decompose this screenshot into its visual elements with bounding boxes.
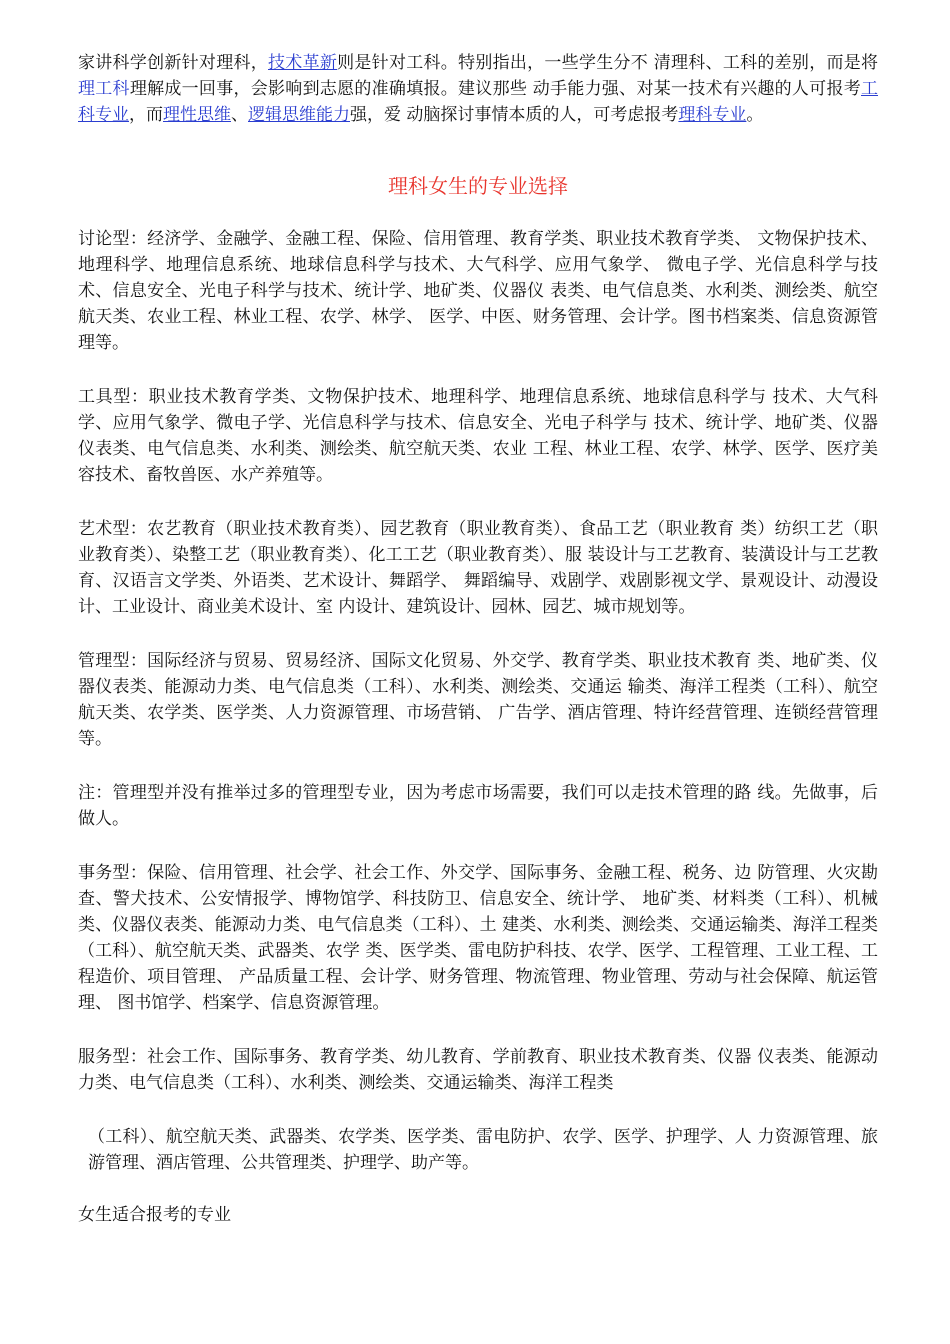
section-title: 理科女生的专业选择 [388, 174, 568, 198]
paragraph-management-type: 管理型：国际经济与贸易、贸易经济、国际文化贸易、外交学、教育学类、职业技术教育 类、地矿类、仪器仪表类、能源动力类、电气信息类（工科）、水利类、测绘类、交通运 输类、海洋工程类（工科）、航空航天类、农学类、医学类、人力资源管理、市场营销、 广告学、酒店管理、特许经营管理、连锁经营管理等。 [78, 651, 878, 749]
link-science-major[interactable]: 理科专业 [678, 105, 747, 125]
intro-text-3: 理解成一回事，会影响到志愿的准确填报。建议那些 动手能力强、对某一技术有兴趣的人可报考 [129, 79, 862, 99]
intro-text-5: 、 [231, 105, 248, 125]
link-tech-innovation[interactable]: 技术革新 [268, 53, 338, 73]
heading-female-majors: 女生适合报考的专业 [78, 1205, 231, 1225]
intro-text-2: 则是针对工科。特别指出，一些学生分不 清理科、工科的差别，而是将 [337, 53, 879, 73]
intro-text-6: 强，爱 动脑探讨事情本质的人，可考虑报考 [350, 105, 679, 125]
intro-paragraph [78, 50, 878, 128]
paragraph-note: 注：管理型并没有推举过多的管理型专业，因为考虑市场需要，我们可以走技术管理的路 线。先做事，后做人。 [78, 783, 878, 829]
link-engineering-major[interactable]: 工科专业 [78, 79, 879, 125]
intro-text-7: 。 [746, 105, 764, 125]
paragraph-affairs-type: 事务型：保险、信用管理、社会学、社会工作、外交学、国际事务、金融工程、税务、边 防管理、火灾勘查、警犬技术、公安情报学、博物馆学、科技防卫、信息安全、统计学、 地矿类、材料类（工科）、机械类、仪器仪表类、能源动力类、电气信息类（工科）、土 建类、水利类、测绘类、交通运输类、海洋工程类（工科）、航空航天类、武器类、农学 类、医学类、雷电防护科技、农学、医学、工程管理、工业工程、工程造价、项目管理、 产品质量工程、会计学、财务管理、物流管理、物业管理、劳动与社会保障、航运管理、 图书馆学、档案学、信息资源管理。 [78, 863, 878, 1013]
intro-text-1: 家讲科学创新针对理科， [78, 53, 269, 73]
paragraph-service-type: 服务型：社会工作、国际事务、教育学类、幼儿教育、学前教育、职业技术教育类、仪器 仪表类、能源动力类、电气信息类（工科）、水利类、测绘类、交通运输类、海洋工程类 [78, 1047, 878, 1093]
intro-text-4: ，而 [129, 105, 163, 125]
paragraph-discussion-type: 讨论型：经济学、金融学、金融工程、保险、信用管理、教育学类、职业技术教育学类、 文物保护技术、地理科学、地理信息系统、地球信息科学与技术、大气科学、应用气象学、 微电子学、光信息科学与技术、信息安全、光电子科学与技术、统计学、地矿类、仪器仪 表类、电气信息类、水利类、测绘类、航空航天类、农业工程、林业工程、农学、林学、 医学、中医、财务管理、会计学。图书档案类、信息资源管理等。 [78, 229, 878, 353]
paragraph-service-type-continued: （工科）、航空航天类、武器类、农学类、医学类、雷电防护、农学、医学、护理学、人 力资源管理、旅游管理、酒店管理、公共管理类、护理学、助产等。 [88, 1127, 878, 1173]
link-logical-thinking[interactable]: 逻辑思维能力 [248, 105, 350, 125]
document-page [78, 50, 878, 1228]
link-rational-thinking[interactable]: 理性思维 [163, 105, 231, 125]
paragraph-art-type: 艺术型：农艺教育（职业技术教育类）、园艺教育（职业教育类）、食品工艺（职业教育 类）纺织工艺（职业教育类）、染整工艺（职业教育类）、化工工艺（职业教育类）、服 装设计与工艺教育、装潢设计与工艺教育、汉语言文学类、外语类、艺术设计、舞蹈学、 舞蹈编导、戏剧学、戏剧影视文学、景观设计、动漫设计、工业设计、商业美术设计、室 内设计、建筑设计、园林、园艺、城市规划等。 [78, 519, 878, 617]
paragraph-tool-type: 工具型：职业技术教育学类、文物保护技术、地理科学、地理信息系统、地球信息科学与 技术、大气科学、应用气象学、微电子学、光信息科学与技术、信息安全、光电子科学与 技术、统计学、地矿类、仪器仪表类、电气信息类、水利类、测绘类、航空航天类、农业 工程、林业工程、农学、林学、医学、医疗美容技术、畜牧兽医、水产养殖等。 [78, 387, 878, 485]
link-science-engineering[interactable]: 理工科 [78, 79, 130, 99]
